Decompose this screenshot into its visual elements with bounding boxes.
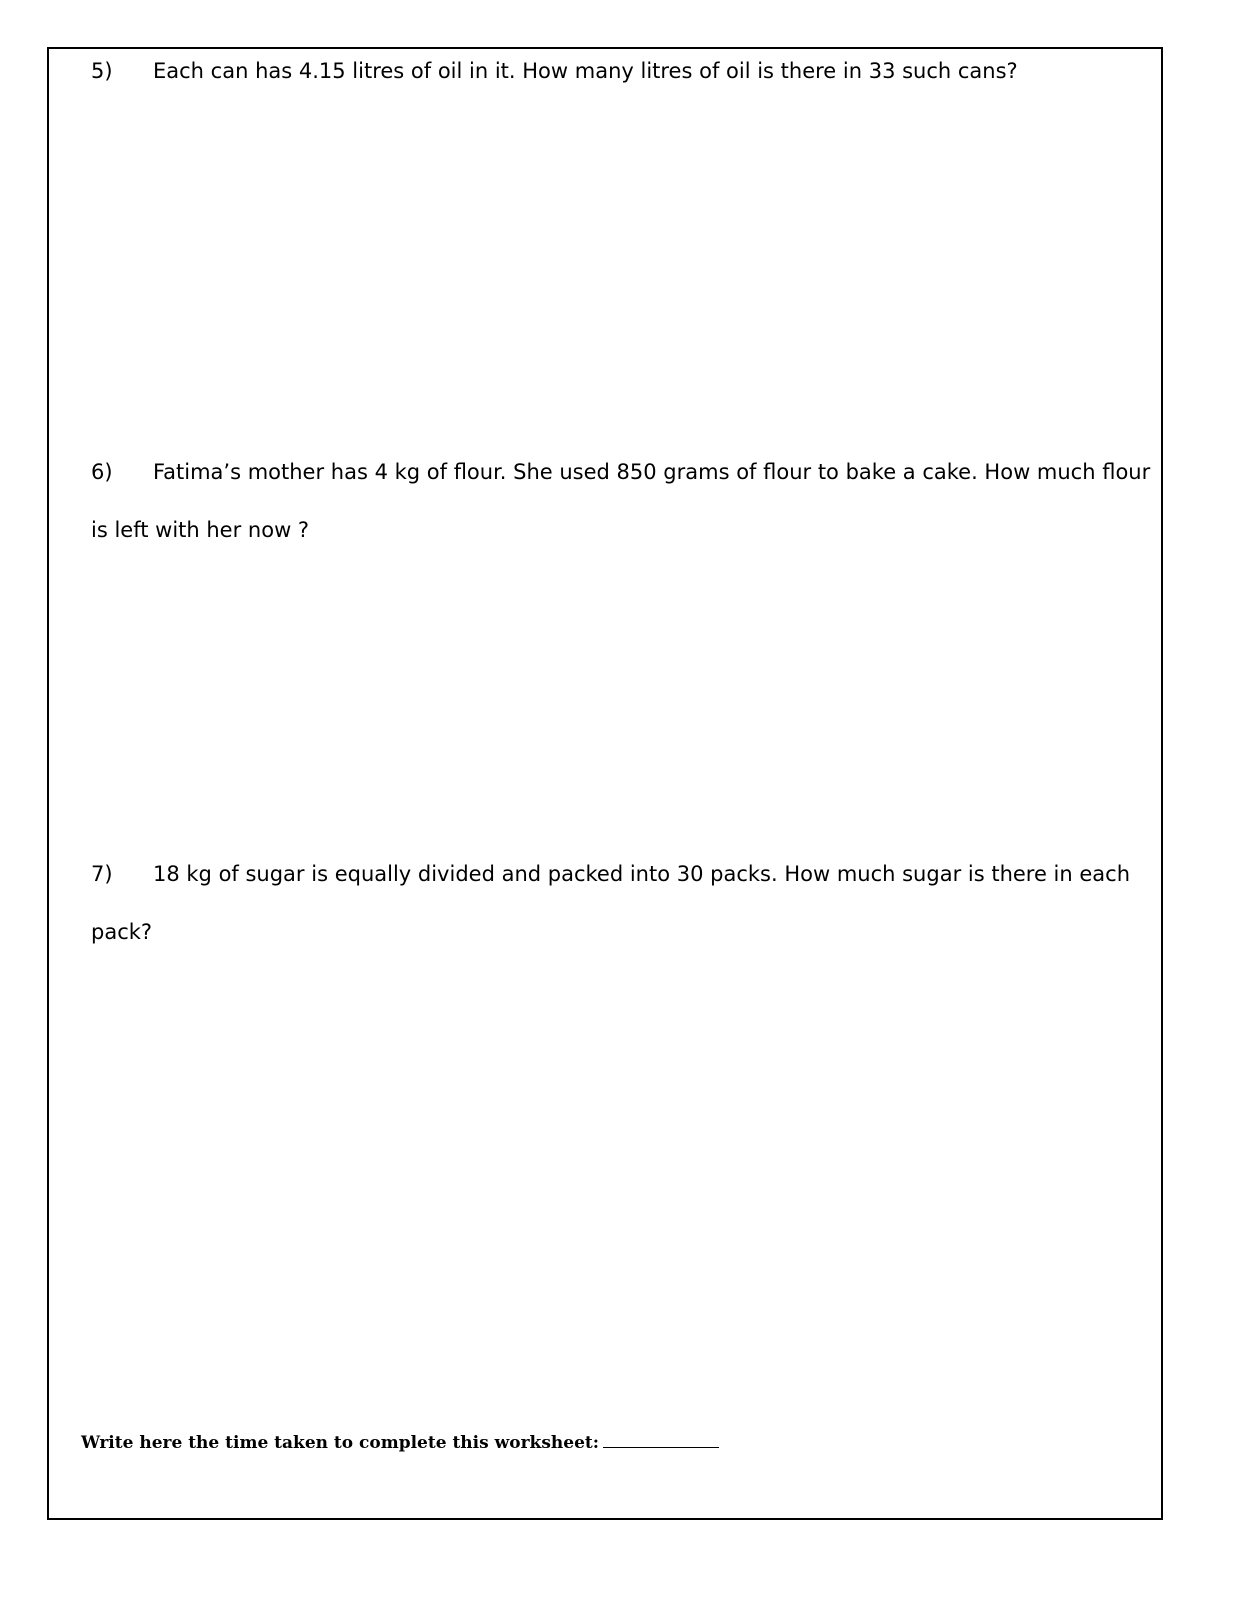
question-6 xyxy=(91,443,1151,559)
time-taken-prompt xyxy=(81,1433,719,1453)
question-text: Each can has 4.15 litres of oil in it. How many litres of oil is there in 33 such cans? xyxy=(153,59,1018,83)
question-5 xyxy=(91,42,1151,100)
time-taken-blank[interactable] xyxy=(603,1446,719,1448)
question-number: 5) xyxy=(91,59,113,83)
question-text: Fatima’s mother has 4 kg of flour. She used 850 grams of flour to bake a cake. How much flour is left with her now ? xyxy=(91,460,1151,542)
question-7 xyxy=(91,845,1151,961)
question-text: 18 kg of sugar is equally divided and packed into 30 packs. How much sugar is there in each pack? xyxy=(91,862,1131,944)
question-number: 7) xyxy=(91,862,113,886)
worksheet-border xyxy=(47,47,1163,1520)
question-number: 6) xyxy=(91,460,113,484)
time-taken-label: Write here the time taken to complete this worksheet: xyxy=(81,1433,600,1453)
